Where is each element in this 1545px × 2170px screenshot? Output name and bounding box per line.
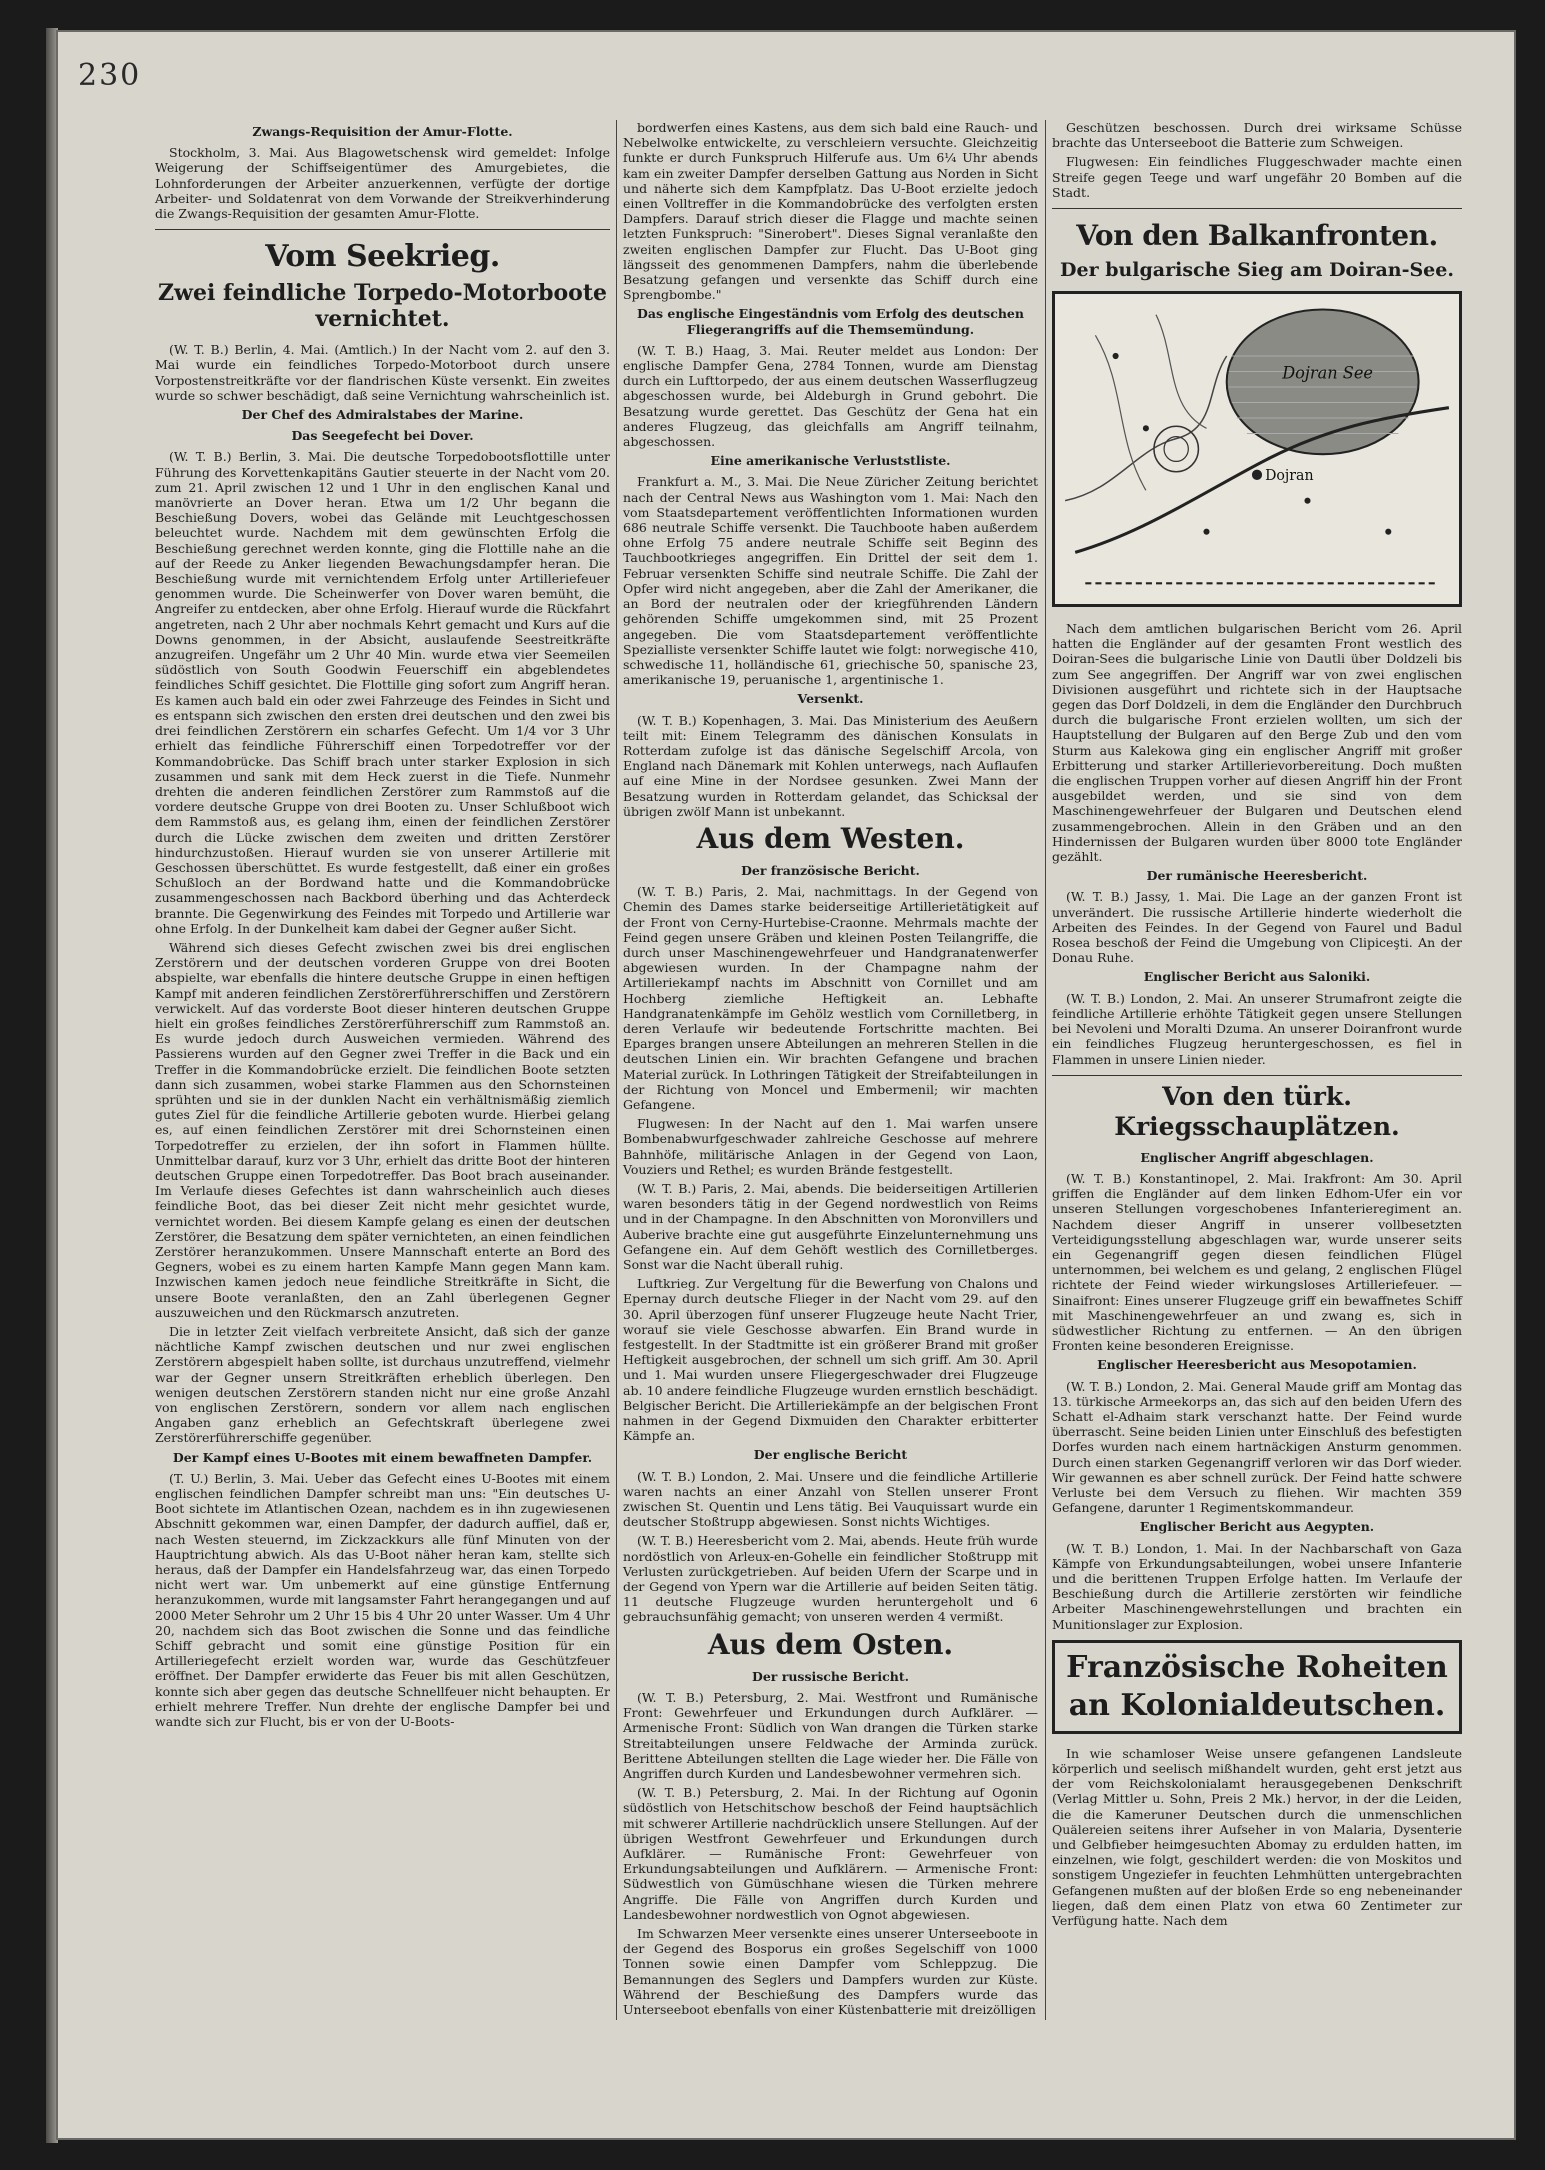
article-text: (W. T. B.) Petersburg, 2. Mai. Westfront und Rumänische Front: Gewehrfeuer und Erkundungen durch Aufklärer. — Armenische Front: Südlich von Wan drangen die Türken starke Streitabteilungen unsere Feldwache der Arminda zurück. Berittene Abteilungen stellten die Lage wieder her. Die Fälle von Angriffen durch Kurden und Landesbewohner vermehren sich. — [623, 1689, 1038, 1781]
headline: Englischer Angriff abgeschlagen. — [1140, 1149, 1374, 1165]
headline: Englischer Heeresbericht aus Mesopotamien. — [1097, 1357, 1417, 1373]
divider — [1052, 1075, 1462, 1076]
headline: Zwangs-Requisition der Amur-Flotte. — [252, 124, 513, 139]
map-town-label: Dojran — [1265, 467, 1314, 485]
headline: Der rumänische Heeresbericht. — [1146, 868, 1368, 884]
article-text: (W. T. B.) Jassy, 1. Mai. Die Lage an der ganzen Front ist unverändert. Die russische Artillerie hinderte wiederholt die Arbeiten des Feindes. In der Gegend von Faurel und Badul Rosea beschoß der Feind die Umgebung von Clipiceşti. An der Donau Ruhe. — [1052, 889, 1462, 966]
section-title: Von den Balkanfronten. — [1076, 219, 1438, 253]
section-title: Vom Seekrieg. — [265, 239, 500, 275]
article-text: In wie schamloser Weise unsere gefangenen Landsleute körperlich und seelisch mißhandelt wurden, geht erst jetzt aus der vom Reichskolonialamt herausgegebenen Denkschrift (Verlag Mittler u. Sohn, Preis 2 Mk.) hervor, in der die Leiden, die die Kameruner Deutschen durch die unmenschlichen Quälereien seitens ihrer Aufseher in von Malaria, Dysenterie und Gelbfieber heimgesuchten Abomay zu erdulden hatten, im einzelnen, wie folgt, geschildert werden: die von Moskitos und sonstigem Ungeziefer in feuchten Lehmhütten untergebrachten Gefangenen mußten auf der bloßen Erde so eng nebeneinander liegen, daß dem einen Platz von etwa 60 Zentimeter zur Verfügung hatte. Nach dem — [1052, 1745, 1462, 1929]
map-lake-label: Dojran See — [1282, 363, 1373, 383]
page-number: 230 — [78, 58, 142, 93]
article-text: (W. T. B.) Paris, 2. Mai, abends. Die beiderseitigen Artillerien waren besonders tätig in der Gegend nordwestlich von Reims und in der Champagne. In den Abschnitten von Moronvillers und Auberive brachte eine gut ausgeführte Einzelunternehmung uns Gefangene ein. Auf dem Gehöft westlich des Cornilletberges. Sonst war die Nacht überall ruhig. — [623, 1181, 1038, 1273]
headline: Der Kampf eines U-Bootes mit einem bewaffneten Dampfer. — [172, 1449, 593, 1465]
column-rule — [1045, 120, 1046, 2020]
divider — [1052, 208, 1462, 209]
headline: Der russische Bericht. — [752, 1668, 909, 1684]
article-text: (W. T. B.) Paris, 2. Mai, nachmittags. In der Gegend von Chemin des Dames starke beiderseitige Artillerietätigkeit auf der Front von Cerny-Hurtebise-Craonne. Mehrmals machte der Feind gegen unsere Gräben und kleinen Posten Teilangriffe, die durch unser Maschinengewehrfeuer und Handgranatenwerfer abgewiesen wurden. In der Champagne nahm der Artilleriekampf nachts im Abschnitt von Cornillet und am Hochberg ziemliche Heftigkeit an. Lebhafte Handgranatenkämpfe im Gehölz westlich vom Cornilletberg, in deren Verlaufe wir bedeutende Fortschritte machten. Bei Eparges brangen unsere Abteilungen an mehreren Stellen in die deutschen Linien ein. Wir brachten Gefangene und brachen Material zurück. In Lothringen Tätigkeit der Streifabteilungen in der Richtung von Moncel und Embermenil; wir machten Gefangene. — [623, 884, 1038, 1112]
article-text: (W. T. B.) Kopenhagen, 3. Mai. Das Ministerium des Aeußern teilt mit: Einem Telegramm des dänischen Konsulats in Rotterdam zufolge ist das dänische Segelschiff Arcola, von England nach Dänemark mit Kohlen unterwegs, nach Auflaufen auf eine Mine in der Nordsee gesunken. Zwei Mann der Besatzung wurden in Rotterdam gelandet, das Schicksal der übrigen zwölf Mann ist unbekannt. — [623, 712, 1038, 819]
divider — [155, 229, 610, 230]
article-text: (W. T. B.) London, 1. Mai. In der Nachbarschaft von Gaza Kämpfe von Erkundungsabteilungen, wobei unsere Infanterie und die berittenen Truppen Erfolge hatten. Im Verlaufe der Beschießung durch die Artillerie zerstörten wir feindliche Arbeiter Maschinengewehrstellungen und brachten ein Munitionslager zur Explosion. — [1052, 1540, 1462, 1632]
article-text: Flugwesen: In der Nacht auf den 1. Mai warfen unsere Bombenabwurfgeschwader zahlreiche Geschosse auf mehrere Bahnhöfe, militärische Anlagen in der Gegend von Laon, Vouziers und Rethel; es wurden Brände festgestellt. — [623, 1116, 1038, 1177]
section-subtitle: Zwei feindliche Torpedo-Motorboote vernichtet. — [158, 280, 607, 333]
column-left — [155, 120, 610, 1733]
article-text: Im Schwarzen Meer versenkte eines unserer Unterseeboote in der Gegend des Bosporus ein großes Segelschiff von 1000 Tonnen sowie einen Dampfer vom Schleppzug. Die Bemannungen des Seglers und Dampfers wurden zur Küste. Während der Beschießung des Dampfers wurde das Unterseeboot ebenfalls von einer Küstenbatterie mit dreizölligen — [623, 1925, 1038, 2017]
section-title: Aus dem Westen. — [696, 821, 965, 855]
article-text: Frankfurt a. M., 3. Mai. Die Neue Züricher Zeitung berichtet nach der Central News aus Washington vom 1. Mai: Nach den vom Staatsdepartement veröffentlichten Informationen wurden 686 neutrale Schiffe versenkt. Die Tauchboote haben außerdem ohne Erfolg 75 andere neutrale Schiffe seit Beginn des Tauchbootkrieges angegriffen. Ein Drittel der seit dem 1. Februar versenkten Schiffe sind neutrale Schiffe. Die Zahl der Opfer wird nicht angegeben, aber die Zahl der Amerikaner, die an Bord der neutralen oder der kriegführenden Ländern gehörenden Schiffe umgekommen sind, mit 25 Prozent angegeben. Die vom Staatsdepartement veröffentlichte Spezialliste versenkter Schiffe lautet wie folgt: norwegische 410, schwedische 11, holländische 61, griechische 50, spanische 23, amerikanische 19, peruanische 1, argentinische 1. — [623, 474, 1038, 688]
article-text: Die in letzter Zeit vielfach verbreitete Ansicht, daß sich der ganze nächtliche Kampf zwischen deutschen und nur zwei englischen Zerstörern abgespielt haben sollte, ist durchaus unzutreffend, vielmehr war der Gegner unsern Streitkräften erheblich überlegen. Den wenigen deutschen Zerstörern standen nicht nur eine große Anzahl von englischen Zerstörern, sondern vor allem nach englischen Angaben ganz erheblich an Gefechtskraft überlegene zwei Zerstörerführerschiffe gegenüber. — [155, 1324, 610, 1446]
headline: Das englische Eingeständnis vom Erfolg des deutschen Fliegerangriffs auf die Themsemündung. — [637, 306, 1024, 337]
headline: Versenkt. — [797, 691, 864, 707]
article-text: (W. T. B.) Berlin, 3. Mai. Die deutsche Torpedobootsflottille unter Führung des Korvettenkapitäns Gautier steuerte in der Nacht vom 20. zum 21. April zwischen 12 und 1 Uhr in den englischen Kanal und manövrierte an Dover heran. Etwa um 1/2 Uhr begann die Beschießung Dovers, wobei das Gelände mit Leuchtgeschossen beleuchtet wurde. Nachdem mit dem gewünschten Erfolg die Beschießung gerechnet werden konnte, ging die Flottille nahe an die auf der Reede zu Anker liegenden Bewachungsdampfer heran. Die Beschießung wurde mit vernichtendem Erfolg unter Artilleriefeuer genommen wurde. Die Scheinwerfer von Dover waren bemüht, die Angreifer zu entdecken, aber ohne Erfolg. Hierauf wurde die Rückfahrt angetreten, nach 2 Uhr aber nochmals Kehrt gemacht und Kurs auf die Downs genommen, in der Absicht, auslaufende Seestreitkräfte anzugreifen. Ungefähr um 2 Uhr 40 Min. wurde etwa vier Seemeilen südöstlich von South Goodwin Feuerschiff ein abgeblendetes feindliches Schiff gesichtet. Die Flottille ging sofort zum Angriff heran. Es kamen auch bald ein oder zwei Fahrzeuge des Feindes in Sicht und es entspann sich zwischen den ersten drei deutschen und den zwei bis drei feindlichen Zerstörern ein scharfes Gefecht. Um 1/4 vor 3 Uhr erhielt das feindliche Führerschiff einen Torpedotreffer vor der Kommandobrücke. Das Schiff brach unter starker Explosion in sich zusammen und sank mit dem Heck zuerst in die Tiefe. Nunmehr drehten die anderen feindlichen Zerstörer zum Rammstoß auf die vordere deutsche Gruppe von drei Booten zu. Unser Schlußboot wich dem Rammstoß aus, es gelang ihm, einen der feindlichen Zerstörer durch die Lücke zwischen dem zweiten und dritten Zerstörer hindurchzustoßen. Hierauf wurden sie von unserer Artillerie mit Geschossen überschüttet. Es wurde festgestellt, daß einer ein großes Schußloch an der Bordwand hatte und die Kommandobrücke zusammengeschossen nach Backbord überhing und das Achterdeck brannte. Die Gegenwirkung des Feindes mit Torpedo und Artillerie war ohne Erfolg. In der Dunkelheit kam dabei der Gegner außer Sicht. — [155, 449, 610, 936]
article-text: (W. T. B.) Heeresbericht vom 2. Mai, abends. Heute früh wurde nordöstlich von Arleux-en-Gohelle ein feindlicher Stoßtrupp mit Verlusten zurückgetrieben. Auf beiden Ufern der Scarpe und in der Gegend von Ypern war die Artillerie auf beiden Seiten tätig. 11 deutsche Flugzeuge wurden heruntergeholt und 6 gebrauchsunfähig gemacht; von unseren werden 4 vermißt. — [623, 1533, 1038, 1625]
article-text: Geschützen beschossen. Durch drei wirksame Schüsse brachte das Unterseeboot die Batterie zum Schweigen. — [1052, 120, 1462, 151]
article-text: (W. T. B.) Konstantinopel, 2. Mai. Irakfront: Am 30. April griffen die Engländer auf dem linken Edhom-Ufer ein vor unseren Stellungen vorgeschobenes Infanterieregiment an. Nachdem dieser Angriff in unserer vollbesetzten Verteidigungsstellung abgeschlagen war, wurde unserer seits ein Gegenangriff gegen diesen feindlichen Flügel unternommen, bei welchem es und gelang, 2 englischen Flügel richtete der Feind wieder wirkungsloses Artilleriefeuer. — Sinaifront: Eines unserer Flugzeuge griff ein bewaffnetes Schiff mit Maschinengewehrfeuer an und zwang es, sich in südwestlicher Richtung zu entfernen. — An den übrigen Fronten keine besonderen Ereignisse. — [1052, 1170, 1462, 1354]
boxed-headline: Französische Roheiten an Kolonialdeutschen. — [1052, 1640, 1462, 1734]
article-text: (W. T. B.) Berlin, 4. Mai. (Amtlich.) In der Nacht vom 2. auf den 3. Mai wurde ein feindliches Torpedo-Motorboot durch unsere Vorpostenstreitkräfte vor der flandrischen Küste versenkt. Ein zweites wurde so schwer beschädigt, daß seine Vernichtung wahrscheinlich ist. — [155, 342, 610, 403]
section-title: Aus dem Osten. — [707, 1627, 954, 1661]
signature: Der Chef des Admiralstabes der Marine. — [241, 407, 524, 423]
article-text: Während sich dieses Gefecht zwischen zwei bis drei englischen Zerstörern und der deutschen vorderen Gruppe von drei Booten abspielte, war ebenfalls die hintere deutsche Gruppe in einen heftigen Kampf mit anderen feindlichen Zerstörerführerschiffen und Zerstörern verwickelt. Auf das vorderste Boot dieser hinteren deutschen Gruppe hielt ein großes feindliches Zerstörerführerschiff zum Rammstoß an. Es wurde jedoch durch Ausweichen vermieden. Während des Passierens wurden auf den Gegner zwei Treffer in die Back und ein Treffer in die Kommandobrücke erzielt. Die feindlichen Boote setzten dann sich zusammen, wobei starke Flammen aus den Schornsteinen sprühten und sie in der dunklen Nacht ein verhältnismäßig ziemlich gutes Ziel für die feindliche Artillerie geboten wurde. Hierbei gelang es, auf einen feindlichen Zerstörer mit drei Schornsteinen einen Torpedotreffer zu erzielen, der ihn sofort in Flammen hüllte. Unmittelbar darauf, kurz vor 3 Uhr, erhielt das dritte Boot der hinteren deutschen Gruppe einen Torpedotreffer. Das Boot brach auseinander. Im Verlaufe dieses Gefechtes ist dann wahrscheinlich auch dieses feindliche Boot, das bei dieser Zeit nicht mehr gesichtet wurde, vernichtet worden. Bei diesem Kampfe gelang es einen der deutschen Zerstörer, die Besatzung dem später vernichteten, an einen feindlichen Zerstörer heranzukommen. Unsere Mannschaft enterte an Bord des Gegners, wobei es zu einem harten Kampfe Mann gegen Mann kam. Inzwischen kamen jedoch neue feindliche Streitkräfte in Sicht, die unsere Boote veranlaßten, den an Zahl überlegenen Gegner auszuweichen und den Rückmarsch anzutreten. — [155, 939, 610, 1320]
section-subtitle: Der bulgarische Sieg am Doiran-See. — [1060, 259, 1454, 282]
article-text: Nach dem amtlichen bulgarischen Bericht vom 26. April hatten die Engländer auf der gesamten Front westlich des Doiran-Sees die bulgarische Linie von Dautli über Doldzeli bis zum See angegriffen. Der Angriff war von zwei englischen Divisionen ausgeführt und richtete sich in der Hauptsache gegen das Dorf Doldzeli, in dem die Engländer den Durchbruch durch die bulgarische Front erzielen wollten, um sich der Hauptstellung der Bulgaren auf den Berge Zub und den vom Sturm aus Kalekowa ging ein englischer Angriff mit großer Erbitterung und starker Artillerievorbereitung. Doch mußten die englischen Truppen vorher auf diesen Angriff hin der Front ausgebildet werden, und sie sind von dem Maschinengewehrfeuer der Bulgaren und Deutschen elend zusammengebrochen. Allein in den Gräben und an den Hindernissen der Bulgaren wurden über 8000 tote Engländer gezählt. — [1052, 621, 1462, 865]
headline: Eine amerikanische Verluststliste. — [710, 453, 951, 469]
article-text: (W. T. B.) Haag, 3. Mai. Reuter meldet aus London: Der englische Dampfer Gena, 2784 Tonnen, wurde am Dienstag durch ein Lufttorpedo, der aus einem deutschen Wasserflugzeug abgeschossen wurde, bei Aldeburgh in Grund gebohrt. Die Besatzung wurde gerettet. Das Geschütz der Gena hat ein anderes Flugzeug, das gleichfalls am Angriff teilnahm, abgeschossen. — [623, 342, 1038, 450]
column-middle — [623, 120, 1038, 2021]
section-title: Von den türk. Kriegsschauplätzen. — [1114, 1081, 1400, 1141]
article-text: Luftkrieg. Zur Vergeltung für die Bewerfung von Chalons und Epernay durch deutsche Flieger in der Nacht vom 29. auf den 30. April überzogen fünf unserer Flugzeuge heute Nacht Trier, worauf sie viele Geschosse abwarfen. Ein Brand wurde in festgestellt. In der Stadtmitte ist ein größerer Brand mit großer Heftigkeit ausgebrochen, der schnell um sich griff. Am 30. April und 1. Mai wurden unsere Fliegergeschwader drei Flugzeuge ab. 10 andere feindliche Flugzeuge wurden ernstlich beschädigt. Belgischer Bericht. Die Artilleriekämpfe an der belgischen Front nahmen in der Gegend Dixmuiden den Charakter erbitterter Kämpfe an. — [623, 1276, 1038, 1444]
article-text: (T. U.) Berlin, 3. Mai. Ueber das Gefecht eines U-Bootes mit einem englischen feindlichen Dampfer schreibt man uns: "Ein deutsches U-Boot sichtete im Atlantischen Ozean, nachdem es in ihn zugewiesenen Abschnitt gekommen war, einen Dampfer, der dadurch auffiel, daß er, nach Westen steuernd, im Zickzackkurs alle fünf Minuten von der Hauptrichtung abwich. Als das U-Boot näher heran kam, stellte sich heraus, daß der Dampfer ein Handelsfahrzeug war, das einen Torpedo nicht wert war. Um unbemerkt auf eine günstige Entfernung heranzukommen, wurde mit langsamster Fahrt herangegangen und auf 2000 Meter Sehrohr um 2 Uhr 15 bis 4 Uhr 20 unter Wasser. Um 4 Uhr 20, nachdem sich das Boot zwischen die Sonne und das feindliche Schiff gebracht und somit eine günstige Position für ein Artilleriegefecht erzielt worden war, wurde das Geschützfeuer eröffnet. Der Dampfer erwiderte das Feuer bis mit allen Geschützen, konnte sich aber gegen das deutsche Schnellfeuer nicht behaupten. Er erhielt mehrere Treffer. Nun drehte der englische Dampfer bei und wandte sich zur Flucht, bis er von der U-Boots- — [155, 1470, 610, 1730]
headline: Englischer Bericht aus Aegypten. — [1139, 1519, 1375, 1535]
headline: Englischer Bericht aus Saloniki. — [1143, 969, 1371, 985]
article-text: Stockholm, 3. Mai. Aus Blagowetschensk wird gemeldet: Infolge Weigerung der Schiffseigentümer des Amurgebietes, die Lohnforderungen der Arbeiter anzuerkennen, verfügte der dortige Arbeiter- und Soldatenrat von dem Vorwande der Streikverhinderung die Zwangs-Requisition der gesamten Amur-Flotte. — [155, 145, 610, 222]
article-text: (W. T. B.) London, 2. Mai. An unserer Strumafront zeigte die feindliche Artillerie erhöhte Tätigkeit gegen unsere Stellungen bei Nevoleni und Moralti Dzuma. An unserer Doiranfront wurde ein feindliches Flugzeug heruntergeschossen, es fiel in Flammen in unsere Linien nieder. — [1052, 990, 1462, 1067]
headline: Der englische Bericht — [753, 1447, 908, 1463]
article-text: (W. T. B.) Petersburg, 2. Mai. In der Richtung auf Ogonin südöstlich von Hetschitschow beschoß der Feind hauptsächlich mit schwerer Artillerie nachdrücklich unsere Stellungen. Auf der übrigen Westfront Gewehrfeuer und Erkundungen durch Aufklärer. — Rumänische Front: Gewehrfeuer von Erkundungsabteilungen und Aufklärern. — Armenische Front: Südwestlich von Gümüschhane wiesen die Türken mehrere Angriffe. Die Fälle von Angriffen durch Kurden und Landesbewohner nordwestlich von Ognot abgewiesen. — [623, 1785, 1038, 1922]
column-rule — [616, 120, 617, 2020]
article-text: Flugwesen: Ein feindliches Fluggeschwader machte einen Streife gegen Teege und warf ungefähr 20 Bomben auf die Stadt. — [1052, 154, 1462, 200]
map-doiran-see — [1052, 291, 1462, 607]
article-text: bordwerfen eines Kastens, aus dem sich bald eine Rauch- und Nebelwolke entwickelte, zu verschleiern versuchte. Gleichzeitig funkte er durch Funkspruch Hilferufe aus. Um 6¼ Uhr abends kam ein zweiter Dampfer derselben Gattung aus Norden in Sicht und näherte sich dem Kampfplatz. Das U-Boot erzielte jedoch einen Volltreffer in die Kommandobrücke des verfolgten ersten Dampfers. Darauf strich dieser die Flagge und machte seinen letzten Funkspruch: "Sinerobert". Dieses Signal veranlaßte den zweiten englischen Dampfer zur Flucht. Das U-Boot ging längsseit des genommenen Dampfers, nahm die überlebende Besatzung gefangen und versenkte das Schiff durch eine Sprengbombe." — [623, 120, 1038, 303]
article-text: (W. T. B.) London, 2. Mai. General Maude griff am Montag das 13. türkische Armeekorps an, das sich auf den beiden Ufern des Schatt el-Adhaim stark verschanzt hatte. Der Feind wurde überrascht. Seine beiden Linien unter Einschluß des befestigten Dorfes wurden nach einem hartnäckigen Ansturm genommen. Durch einen starken Gegenangriff verloren wir das Dorf wieder. Wir gewannen es aber schnell zurück. Der Feind hatte schwere Verluste bei dem Versuch zu fliehen. Wir machten 359 Gefangene, darunter 1 Regimentskommandeur. — [1052, 1378, 1462, 1516]
headline: Der französische Bericht. — [741, 862, 920, 878]
map-graphic — [1055, 294, 1459, 604]
headline: Das Seegefecht bei Dover. — [291, 428, 474, 444]
column-right — [1052, 120, 1462, 1932]
article-text: (W. T. B.) London, 2. Mai. Unsere und die feindliche Artillerie waren nachts an einer Anzahl von Stellen unserer Front zwischen St. Quentin und Lens tätig. Bei Vauquissart wurde ein deutscher Stoßtrupp abgewiesen. Sonst nichts Wichtiges. — [623, 1468, 1038, 1530]
